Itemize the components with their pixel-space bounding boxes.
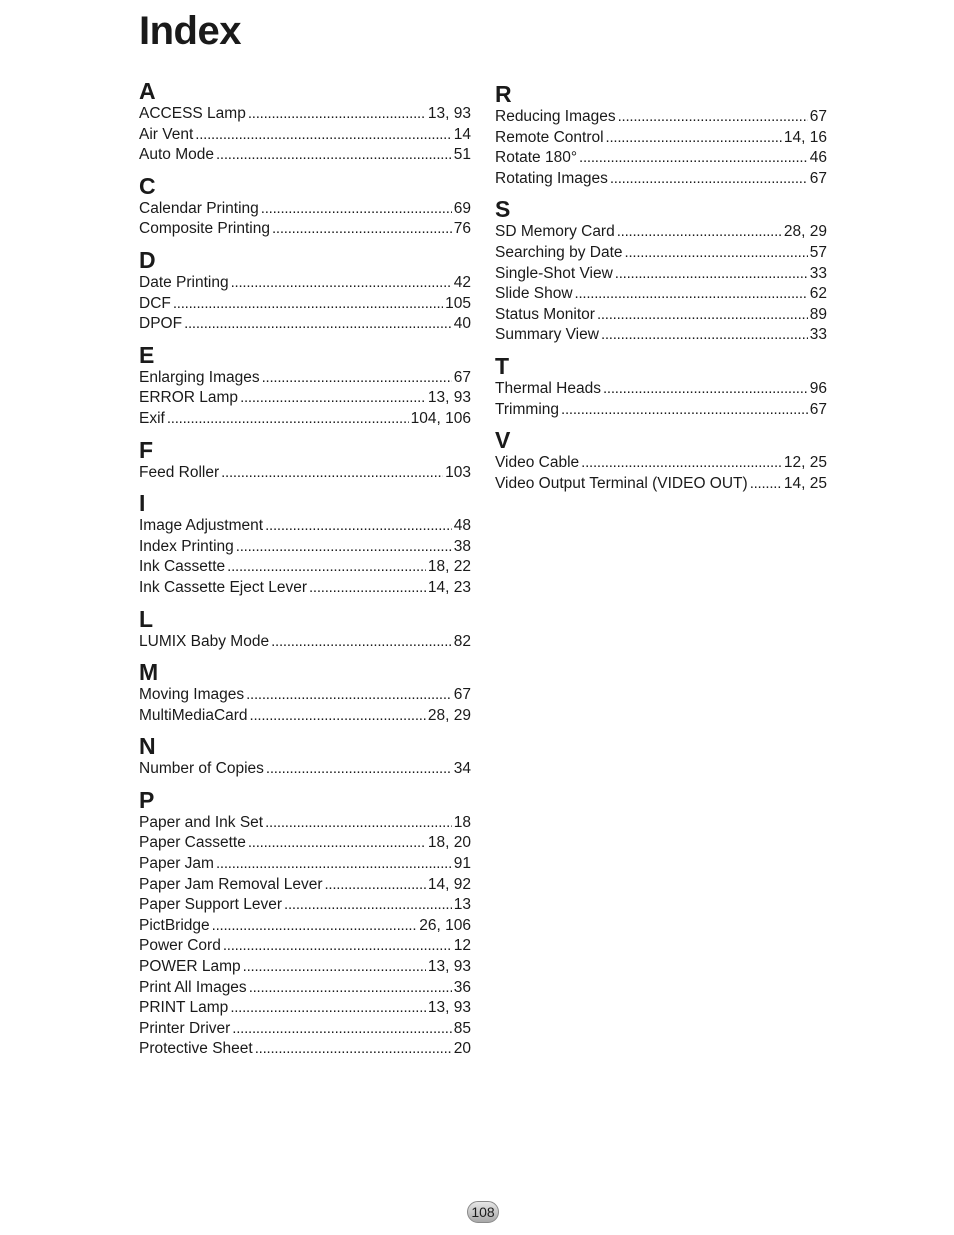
index-entry [139,409,471,430]
dot-leader [325,875,426,896]
dot-leader [227,557,426,578]
dot-leader [223,936,452,957]
index-section [139,733,471,780]
index-pages: 62 [809,285,827,303]
index-section [495,81,827,189]
index-term: Summary View [495,326,599,344]
index-term: Feed Roller [139,463,220,481]
dot-leader [575,284,808,305]
index-entry [139,875,471,896]
index-pages: 34 [453,760,471,778]
index-pages: 33 [809,264,827,282]
index-pages: 40 [453,315,471,333]
dot-leader [284,895,452,916]
index-term: DCF [139,294,171,312]
dot-leader [272,219,452,240]
index-pages: 67 [809,400,827,418]
index-entry [495,128,827,149]
index-entry [495,169,827,190]
dot-leader [601,325,808,346]
dot-leader [231,273,452,294]
index-section [495,196,827,346]
index-entry [139,368,471,389]
index-pages: 89 [809,305,827,323]
dot-leader [617,222,782,243]
index-pages: 76 [453,220,471,238]
index-term: Date Printing [139,273,229,291]
index-pages: 14 [453,125,471,143]
index-column-right [495,81,827,501]
index-entry [495,243,827,264]
index-section [139,437,471,484]
dot-leader [184,314,452,335]
index-pages: 20 [453,1040,471,1058]
section-letter: P [139,786,155,813]
index-entry [139,219,471,240]
index-pages: 18 [453,813,471,831]
index-pages: 18, 20 [427,834,471,852]
dot-leader [212,916,418,937]
index-entry [139,998,471,1019]
index-term: Single-Shot View [495,264,613,282]
index-term: Paper Jam [139,855,214,873]
index-entry [495,325,827,346]
section-letter: R [495,81,512,107]
dot-leader [250,706,426,727]
section-letter: A [139,78,156,104]
index-pages: 36 [453,978,471,996]
index-pages: 13, 93 [427,999,471,1017]
index-pages: 13, 93 [427,105,471,122]
index-section [139,342,471,430]
index-pages: 28, 29 [427,706,471,724]
section-letter: M [139,659,159,686]
index-pages: 13 [453,896,471,914]
dot-leader [271,632,452,653]
index-pages: 51 [453,146,471,164]
dot-leader [618,107,808,128]
index-entry [495,222,827,243]
index-section [139,606,471,653]
index-entry [139,813,471,834]
dot-leader [249,978,452,999]
dot-leader [173,294,443,315]
index-pages: 104, 106 [410,409,471,427]
index-section [495,427,827,494]
index-pages: 69 [453,199,471,217]
dot-leader [615,264,808,285]
page-number-badge: 108 [467,1201,499,1223]
index-entry [139,706,471,727]
index-pages: 67 [453,686,471,704]
section-letter: T [495,352,510,379]
section-letter: F [139,436,154,463]
dot-leader [581,453,782,474]
index-entry [139,916,471,937]
section-letter: C [139,172,156,199]
dot-leader [597,305,808,326]
index-term: Moving Images [139,686,245,704]
index-entry [139,578,471,599]
dot-leader [610,169,808,190]
index-pages: 33 [809,326,827,344]
index-section [139,78,471,166]
index-term: Calendar Printing [139,199,259,217]
dot-leader [236,537,452,558]
index-term: Printer Driver [139,1019,231,1037]
index-term: Remote Control [495,128,604,146]
section-letter: D [139,246,156,273]
index-pages: 13, 93 [427,389,471,407]
index-term: DPOF [139,315,183,333]
index-pages: 96 [809,379,827,397]
index-term: Number of Copies [139,760,264,778]
index-term: ACCESS Lamp [139,105,246,122]
index-section [139,659,471,726]
index-entry [495,264,827,285]
index-term: Ink Cassette [139,558,226,576]
index-pages: 14, 23 [427,578,471,596]
dot-leader [240,388,426,409]
index-term: Paper Jam Removal Lever [139,875,323,893]
dot-leader [167,409,409,430]
index-term: Reducing Images [495,108,616,125]
dot-leader [266,759,452,780]
index-entry [139,1019,471,1040]
index-pages: 103 [445,463,471,481]
index-term: Print All Images [139,978,247,996]
index-entry [495,474,827,495]
dot-leader [606,128,782,149]
dot-leader [750,474,782,495]
index-pages: 85 [453,1019,471,1037]
index-entry [495,453,827,474]
index-entry [139,273,471,294]
dot-leader [265,813,452,834]
dot-leader [195,125,451,146]
index-term: Thermal Heads [495,379,601,397]
index-term: Index Printing [139,537,234,555]
index-pages: 67 [453,368,471,386]
index-term: MultiMediaCard [139,706,248,724]
index-entry [495,107,827,128]
dot-leader [603,379,808,400]
index-entry [495,400,827,421]
page-title: Index [139,9,241,53]
index-pages: 48 [453,517,471,535]
index-section [139,247,471,335]
index-entry [139,516,471,537]
index-entry [139,388,471,409]
index-pages: 14, 25 [783,474,827,492]
index-pages: 46 [809,149,827,167]
index-pages: 67 [809,169,827,187]
index-pages: 13, 93 [427,958,471,976]
index-term: Paper Support Lever [139,896,283,914]
index-entry [495,148,827,169]
index-pages: 12, 25 [783,454,827,472]
dot-leader [625,243,808,264]
index-entry [139,895,471,916]
dot-leader [561,400,808,421]
dot-leader [230,998,426,1019]
index-term: Paper and Ink Set [139,813,264,831]
index-term: Ink Cassette Eject Lever [139,578,307,596]
index-entry [139,463,471,484]
section-letter: I [139,490,146,517]
index-term: Composite Printing [139,220,270,238]
dot-leader [255,1039,452,1060]
index-entry [495,305,827,326]
index-term: Trimming [495,400,560,418]
dot-leader [262,368,452,389]
index-term: PRINT Lamp [139,999,229,1017]
dot-leader [243,957,426,978]
index-entry [139,314,471,335]
index-term: SD Memory Card [495,223,615,241]
index-entry [139,125,471,146]
index-pages: 26, 106 [419,916,471,934]
index-term: Rotate 180° [495,149,578,167]
index-section [495,353,827,420]
index-entry [139,104,471,125]
dot-leader [216,145,452,166]
index-term: Exif [139,409,165,427]
section-letter: L [139,605,154,632]
index-term: Searching by Date [495,243,623,261]
index-pages: 18, 22 [427,558,471,576]
index-pages: 67 [809,108,827,125]
index-pages: 14, 92 [427,875,471,893]
index-pages: 12 [453,937,471,955]
index-entry [139,854,471,875]
section-letter: V [495,427,511,454]
index-pages: 105 [445,294,471,312]
index-entry [139,199,471,220]
index-term: Power Cord [139,937,221,955]
index-term: Image Adjustment [139,517,264,535]
index-entry [139,978,471,999]
index-entry [139,1039,471,1060]
dot-leader [579,148,808,169]
index-entry [139,537,471,558]
index-entry [139,632,471,653]
index-term: PictBridge [139,916,210,934]
index-column-left [139,78,471,1067]
index-term: Enlarging Images [139,368,260,386]
dot-leader [246,685,452,706]
index-term: ERROR Lamp [139,389,239,407]
index-term: Video Cable [495,454,580,472]
index-pages: 38 [453,537,471,555]
index-pages: 82 [453,632,471,650]
index-entry [139,294,471,315]
index-term: Paper Cassette [139,834,246,852]
index-term: Rotating Images [495,169,608,187]
index-entry [139,685,471,706]
dot-leader [261,199,452,220]
index-entry [139,557,471,578]
index-entry [139,833,471,854]
index-entry [495,284,827,305]
index-term: Video Output Terminal (VIDEO OUT) [495,474,748,492]
index-term: Status Monitor [495,305,595,323]
index-term: Air Vent [139,125,194,143]
index-pages: 91 [453,855,471,873]
index-entry [139,936,471,957]
index-pages: 42 [453,273,471,291]
dot-leader [309,578,426,599]
index-section [139,490,471,598]
index-entry [495,379,827,400]
index-term: Auto Mode [139,146,214,164]
index-term: Slide Show [495,285,573,303]
dot-leader [232,1019,451,1040]
index-entry [139,957,471,978]
index-section [139,787,471,1060]
dot-leader [216,854,452,875]
section-letter: E [139,341,155,368]
index-section [139,173,471,240]
index-term: POWER Lamp [139,958,241,976]
index-pages: 57 [809,243,827,261]
index-term: Protective Sheet [139,1040,253,1058]
section-letter: N [139,733,156,760]
index-entry [139,759,471,780]
index-pages: 28, 29 [783,223,827,241]
index-pages: 14, 16 [783,128,827,146]
dot-leader [248,104,426,125]
index-term: LUMIX Baby Mode [139,632,270,650]
section-letter: S [495,196,511,223]
dot-leader [221,463,443,484]
dot-leader [248,833,426,854]
dot-leader [265,516,452,537]
index-entry [139,145,471,166]
